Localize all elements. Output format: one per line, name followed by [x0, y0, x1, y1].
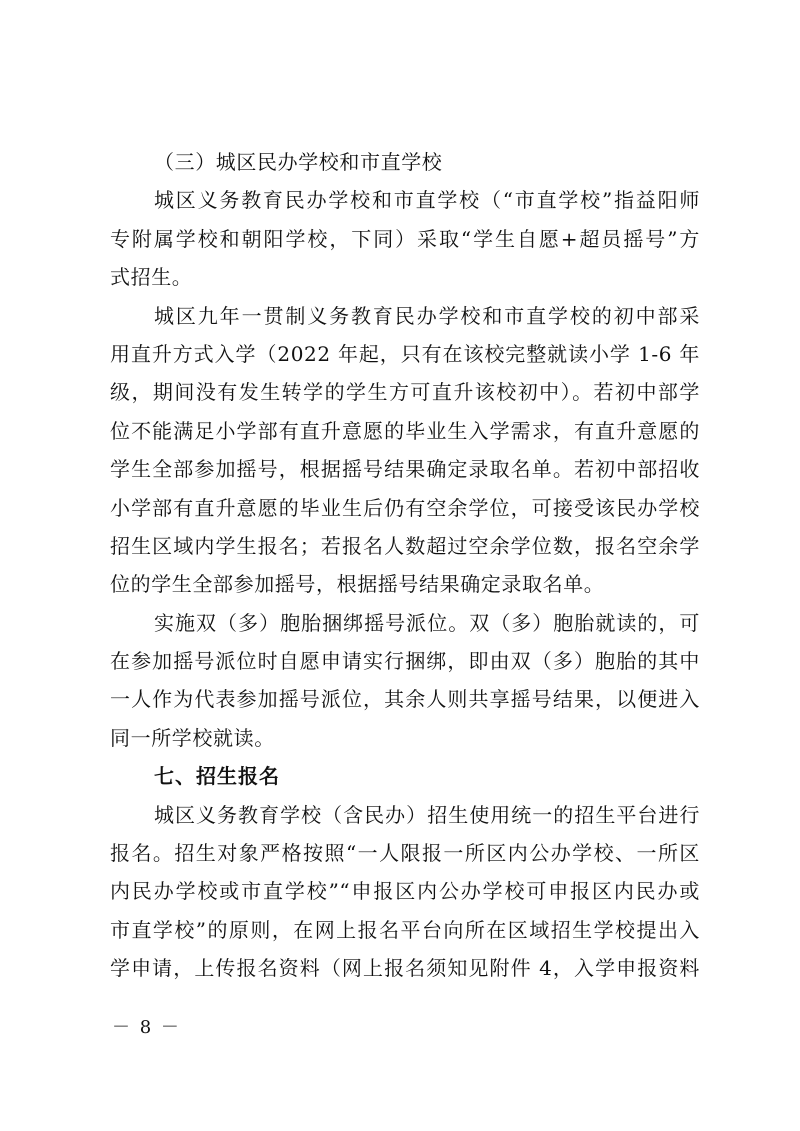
text-line: 学申请，上传报名资料（网上报名须知见附件 4，入学申报资料 — [110, 956, 700, 981]
text-line: 招生区域内学生报名；若报名人数超过空余学位数，报名空余学 — [110, 533, 700, 558]
text-line: 式招生。 — [110, 265, 193, 290]
text-line: 级，期间没有发生转学的学生方可直升该校初中）。若初中部学 — [110, 380, 700, 405]
text-line: 城区义务教育民办学校和市直学校（“市直学校”指益阳师 — [154, 188, 700, 213]
body-text — [110, 143, 700, 988]
section-3-paragraph-1 — [110, 181, 700, 296]
text-line: 学生全部参加摇号，根据摇号结果确定录取名单。若初中部招收 — [110, 457, 700, 482]
text-line: 市直学校”的原则，在网上报名平台向所在区域招生学校提出入 — [110, 917, 700, 942]
text-line: 在参加摇号派位时自愿申请实行捆绑，即由双（多）胞胎的其中 — [110, 649, 700, 674]
text-line: 一人作为代表参加摇号派位，其余人则共享摇号结果，以便进入 — [110, 687, 700, 712]
text-line: 位不能满足小学部有直升意愿的毕业生入学需求，有直升意愿的 — [110, 418, 700, 443]
section-3-paragraph-2 — [110, 297, 700, 604]
section-3-heading: （三）城区民办学校和市直学校 — [154, 150, 443, 174]
text-line: 位的学生全部参加摇号，根据摇号结果确定录取名单。 — [110, 572, 605, 597]
text-line: 用直升方式入学（2022 年起，只有在该校完整就读小学 1-6 年 — [110, 341, 700, 366]
section-7-paragraph-1 — [110, 796, 700, 988]
text-line: 内民办学校或市直学校”“申报区内公办学校可申报区内民办或 — [110, 879, 700, 904]
text-line: 专附属学校和朝阳学校，下同）采取“学生自愿+超员摇号”方 — [110, 226, 700, 251]
text-line: 城区九年一贯制义务教育民办学校和市直学校的初中部采 — [154, 303, 700, 328]
text-line: 城区义务教育学校（含民办）招生使用统一的招生平台进行 — [154, 802, 700, 827]
text-line: 同一所学校就读。 — [110, 725, 275, 750]
text-line: 小学部有直升意愿的毕业生后仍有空余学位，可接受该民办学校 — [110, 495, 700, 520]
page-number: － 8 － — [112, 1017, 181, 1038]
text-line: 实施双（多）胞胎捆绑摇号派位。双（多）胞胎就读的，可 — [154, 610, 700, 635]
section-7-heading: 七、招生报名 — [154, 764, 280, 789]
text-line: 报名。招生对象严格按照“一人限报一所区内公办学校、一所区 — [110, 841, 700, 866]
section-3-paragraph-3 — [110, 604, 700, 758]
